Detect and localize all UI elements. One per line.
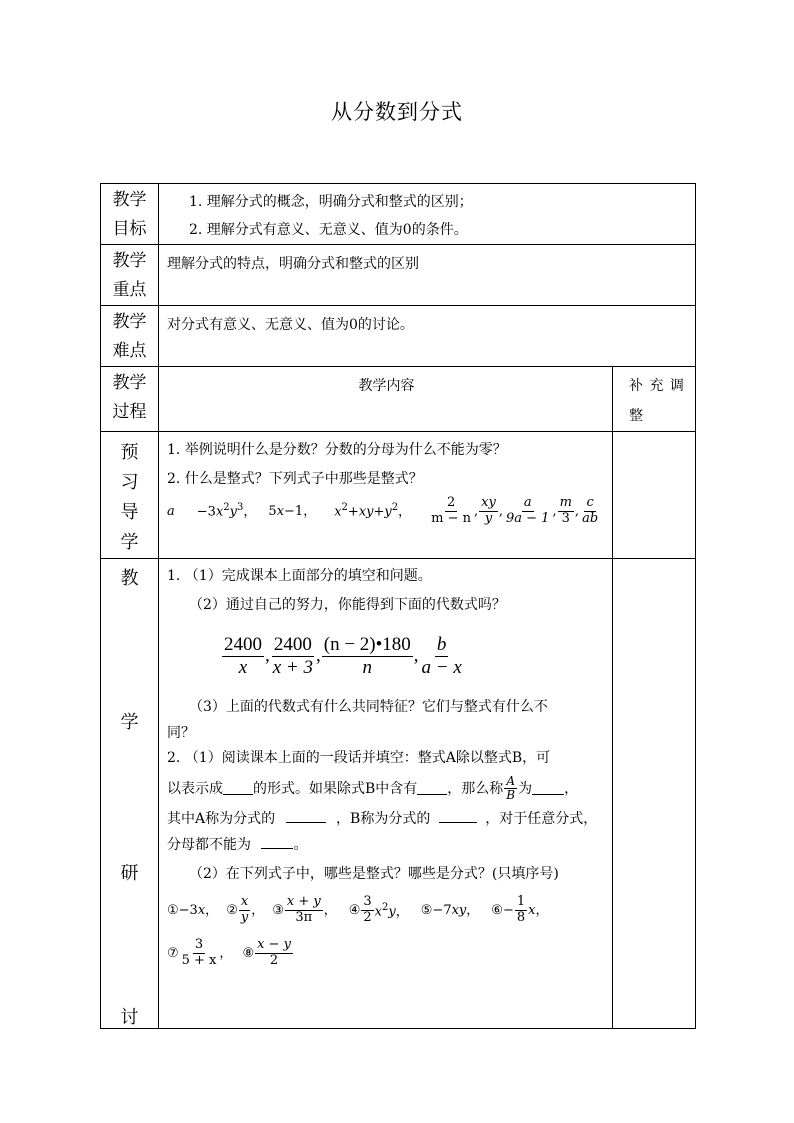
option-3-frac: $\frac{x + y}{3\pi}$	[286, 894, 321, 926]
process-label: 教学 过程	[101, 367, 159, 432]
preview-frac-5: $\frac{c}{ab}$	[582, 495, 599, 526]
preview-frac-1: $\frac{2}{m - n}$	[431, 495, 472, 526]
study-p2: （2）通过自己的努力，你能得到下面的代数式吗？	[189, 597, 506, 613]
difficult-content: 对分式有意义、无意义、值为0的讨论。	[159, 306, 696, 367]
study-p4d: 分母都不能为 。	[167, 837, 308, 854]
study-options-row-2: ⑦ $\frac{3}{5 + x}$ ， ⑧ $\frac{x - y}{2}$	[167, 937, 291, 969]
difficult-label: 教学 难点	[101, 306, 159, 367]
study-adjust-cell	[613, 559, 696, 1029]
study-label: 教 学 研 讨	[101, 559, 159, 1029]
blank-form	[223, 782, 253, 795]
big-frac-2: $\frac{2400}{x + 3}$	[272, 634, 314, 678]
blank-cannot-be	[261, 836, 293, 849]
preview-expressions: a $-3x^2y^3$， 5x−1， $x^2+xy+y^2$， $\frac{2}{m - n}$ , $\frac{xy}{y}$ , $\frac{a}{9a - 1}$ , $\frac{m}{3}$ , $\frac{c}{ab}$	[167, 495, 599, 526]
row-preview	[101, 432, 696, 559]
row-difficult	[101, 306, 696, 367]
study-p4b: 以表示成 的形式。如果除式B中含有 ，那么称 $\frac{A}{B}$ 为 ，	[167, 773, 579, 803]
goal-content	[159, 184, 696, 245]
goal-item-2: 2. 理解分式有意义、无意义、值为0的条件。	[189, 222, 468, 238]
row-study	[101, 559, 696, 1029]
key-content: 理解分式的特点，明确分式和整式的区别	[159, 245, 696, 306]
preview-adjust-cell	[613, 432, 696, 559]
blank-contains	[417, 782, 447, 795]
study-p1: 1. （1）完成课本上面部分的填空和问题。	[167, 568, 432, 584]
blank-denominator	[439, 810, 477, 823]
preview-q2: 2. 什么是整式？下列式子中那些是整式？	[167, 471, 423, 487]
preview-frac-2: $\frac{xy}{y}$	[481, 495, 496, 526]
page-title: 从分数到分式	[331, 100, 463, 124]
option-8-frac: $\frac{x - y}{2}$	[257, 937, 291, 969]
study-big-fractions: $\frac{2400}{x}$ , $\frac{2400}{x + 3}$ , $\frac{(n - 2)•180}{n}$ , $\frac{b}{a - x}$	[224, 634, 462, 678]
big-frac-3: $\frac{(n - 2)•180}{n}$	[323, 634, 411, 678]
option-6-frac: $\frac{1}{8}$	[516, 894, 526, 926]
preview-q1: 1. 举例说明什么是分数？分数的分母为什么不能为零？	[167, 442, 507, 458]
study-p5: （2）在下列式子中，哪些是整式？哪些是分式？(只填序号)	[189, 866, 559, 883]
row-process	[101, 367, 696, 432]
study-p4a: 2. （1）阅读课本上面的一段话并填空：整式A除以整式B，可	[167, 749, 551, 766]
option-7-frac: $\frac{3}{5 + x}$	[181, 937, 217, 969]
adjust-header: 补 充 调 整	[613, 367, 696, 432]
frac-a-over-b: $\frac{A}{B}$	[506, 773, 516, 803]
row-goal	[101, 184, 696, 245]
preview-frac-3: $\frac{a}{9a - 1}$	[506, 495, 550, 526]
study-p3b: 同？	[167, 724, 195, 741]
blank-numerator	[286, 810, 326, 823]
lesson-plan-table	[100, 183, 696, 1029]
preview-label: 预 习 导 学	[101, 432, 159, 559]
content-header: 教学内容	[159, 367, 613, 432]
blank-called	[532, 782, 564, 795]
preview-frac-4: $\frac{m}{3}$	[559, 495, 572, 526]
goal-item-1: 1. 理解分式的概念，明确分式和整式的区别；	[189, 194, 473, 210]
option-4-frac: $\frac{3}{2}$	[363, 894, 372, 926]
study-content	[159, 559, 613, 1029]
study-p3a: （3）上面的代数式有什么共同特征？它们与整式有什么不	[189, 698, 548, 715]
goal-label: 教学 目标	[101, 184, 159, 245]
big-frac-1: $\frac{2400}{x}$	[224, 634, 262, 678]
study-p4c: 其中A称为分式的 ，B称为分式的 ，对于任意分式，	[167, 811, 598, 828]
key-label: 教学 重点	[101, 245, 159, 306]
row-key	[101, 245, 696, 306]
study-options-row-1: ① −3x， ② $\frac{x}{y}$ ， ③ $\frac{x + y}{3\pi}$ ， ④ $\frac{3}{2}$ $x^2y$， ⑤ −7xy， ⑥ − $\frac{1}{8}$ x，	[167, 894, 549, 926]
big-frac-4: $\frac{b}{a - x}$	[421, 634, 462, 678]
preview-content	[159, 432, 613, 559]
option-2-frac: $\frac{x}{y}$	[240, 894, 249, 926]
